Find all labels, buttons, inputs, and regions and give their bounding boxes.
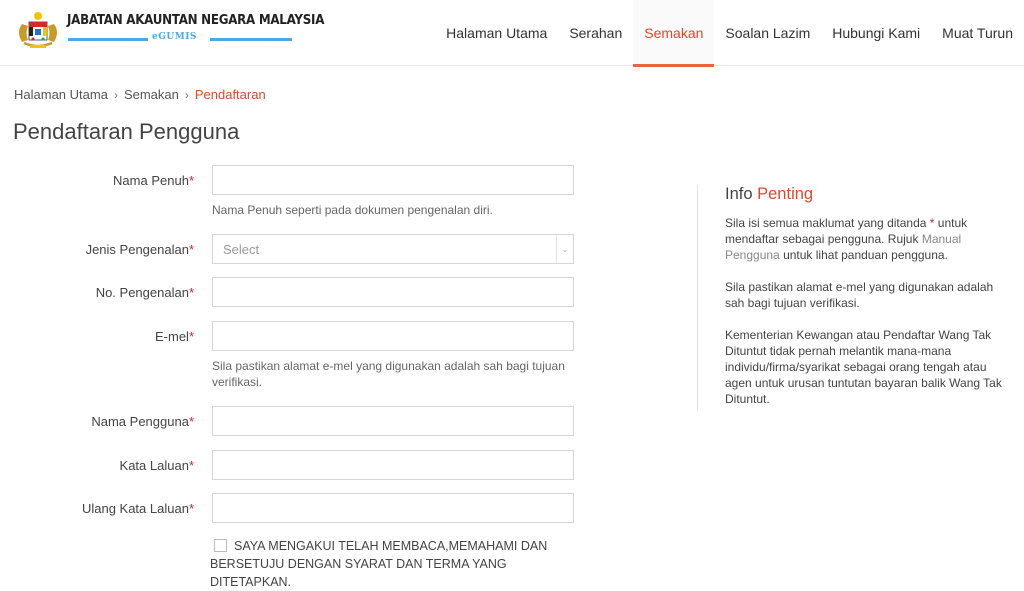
nav-serahan[interactable]: Serahan bbox=[569, 25, 623, 41]
breadcrumb-semakan[interactable]: Semakan bbox=[123, 87, 179, 102]
manual-pengguna-link[interactable]: Manual Pengguna bbox=[725, 232, 962, 262]
brand-divider-right bbox=[210, 38, 292, 41]
agreement-label[interactable]: SAYA MENGAKUI TELAH MEMBACA,MEMAHAMI DAN BERSETUJU DENGAN SYARAT DAN TERMA YANG DITETAPKAN. bbox=[210, 539, 548, 589]
nama-penuh-label: Nama Penuh* bbox=[113, 173, 194, 188]
nama-pengguna-label: Nama Pengguna* bbox=[91, 414, 194, 429]
info-paragraph-warning: Kementerian Kewangan atau Pendaftar Wang Tak Dituntut tidak pernah melantik mana-mana individu/firma/syarikat sebagai orang tengah atau agen untuk urusan tuntutan bayaran balik Wang Tak Dituntut. bbox=[725, 328, 1002, 406]
nama-penuh-help: Nama Penuh seperti pada dokumen pengenalan diri. bbox=[212, 203, 493, 217]
info-panel bbox=[697, 185, 1007, 410]
emel-label: E-mel* bbox=[154, 329, 194, 344]
brand-subtitle: eGUMIS bbox=[152, 32, 197, 42]
site-header bbox=[0, 0, 1024, 66]
no-pengenalan-input[interactable] bbox=[212, 277, 574, 307]
agreement-checkbox[interactable] bbox=[214, 539, 227, 552]
nav-hubungi-kami[interactable]: Hubungi Kami bbox=[832, 25, 921, 41]
emel-input[interactable] bbox=[212, 321, 574, 351]
chevron-down-icon[interactable]: ⌄ bbox=[556, 235, 573, 263]
info-title: Info Penting bbox=[725, 185, 814, 203]
nav-soalan-lazim[interactable]: Soalan Lazim bbox=[725, 25, 811, 41]
nav-semakan[interactable]: Semakan bbox=[633, 0, 714, 66]
brand-title: JABATAN AKAUNTAN NEGARA MALAYSIA bbox=[67, 12, 325, 28]
breadcrumb bbox=[14, 87, 266, 102]
jenis-pengenalan-select[interactable] bbox=[212, 234, 574, 264]
nama-pengguna-input[interactable] bbox=[212, 406, 574, 436]
breadcrumb-separator-icon: › bbox=[184, 87, 189, 102]
kata-laluan-label: Kata Laluan* bbox=[119, 458, 194, 473]
kata-laluan-input[interactable] bbox=[212, 450, 574, 480]
nav-halaman-utama[interactable]: Halaman Utama bbox=[446, 25, 548, 41]
breadcrumb-current: Pendaftaran bbox=[194, 87, 266, 102]
agreement-row bbox=[210, 537, 590, 591]
breadcrumb-halaman-utama[interactable]: Halaman Utama bbox=[14, 87, 108, 102]
emel-help: Sila pastikan alamat e-mel yang digunakan adalah sah bagi tujuan verifikasi. bbox=[212, 359, 565, 389]
ulang-kata-laluan-input[interactable] bbox=[212, 493, 574, 523]
info-paragraph-required: Sila isi semua maklumat yang ditanda * untuk mendaftar sebagai pengguna. Rujuk Manual Pengguna untuk lihat panduan pengguna. bbox=[725, 216, 968, 262]
ulang-kata-laluan-label: Ulang Kata Laluan* bbox=[81, 501, 194, 516]
nav-muat-turun[interactable]: Muat Turun bbox=[942, 25, 1013, 41]
brand-divider-left bbox=[68, 38, 148, 41]
page-title: Pendaftaran Pengguna bbox=[13, 119, 240, 144]
nama-penuh-input[interactable] bbox=[212, 165, 574, 195]
jata-negara-logo-icon[interactable] bbox=[14, 10, 62, 50]
breadcrumb-separator-icon: › bbox=[113, 87, 118, 102]
jenis-pengenalan-placeholder: Select bbox=[223, 241, 260, 257]
main-nav bbox=[435, 0, 1024, 66]
no-pengenalan-label: No. Pengenalan* bbox=[95, 285, 194, 300]
jenis-pengenalan-label: Jenis Pengenalan* bbox=[85, 242, 194, 257]
info-paragraph-email: Sila pastikan alamat e-mel yang digunakan adalah sah bagi tujuan verifikasi. bbox=[725, 280, 994, 310]
